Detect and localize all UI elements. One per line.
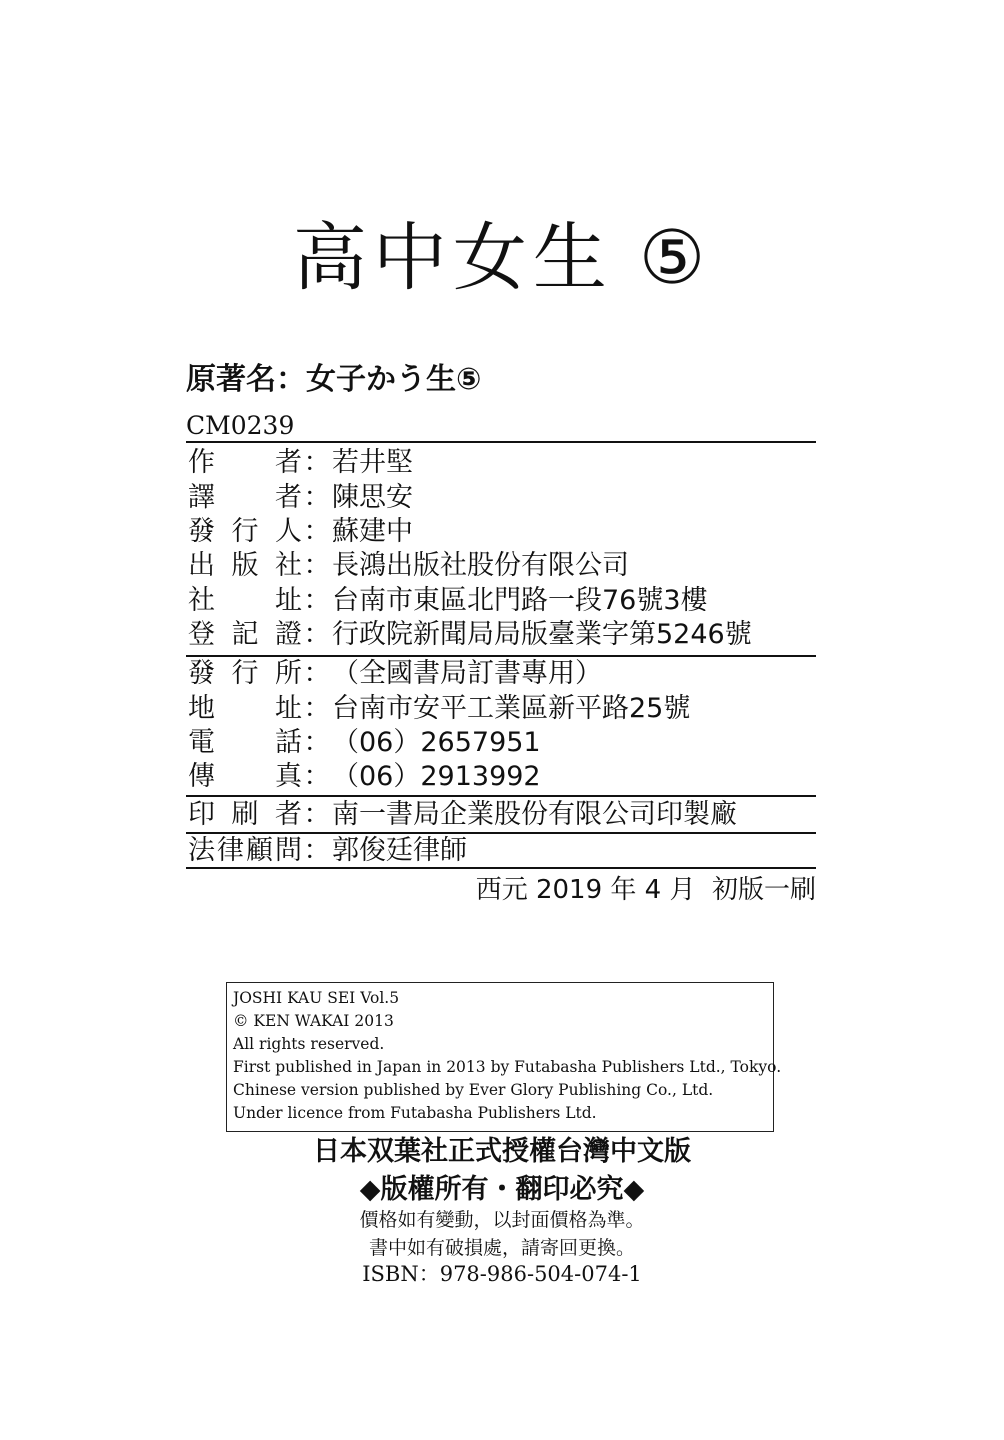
credit-label: 譯 者 (188, 482, 302, 513)
copyright-line: Under licence from Futabasha Publishers Ltd. (233, 1104, 597, 1122)
credit-row-translator: 譯 者 ：陳思安 (188, 482, 413, 513)
credit-label: 登 記 證 (188, 619, 302, 650)
credit-label: 法 律 顧 問 (188, 835, 302, 866)
credit-row-publisher-person: 發 行 人 ：蘇建中 (188, 516, 413, 547)
credit-label: 發 行 人 (188, 516, 302, 547)
copyright-line: © KEN WAKAI 2013 (233, 1012, 394, 1030)
credit-row-author: 作 者 ：若井堅 (188, 447, 413, 478)
catalog-code: CM0239 (186, 411, 295, 440)
credit-row-distributor-address: 地 址 ：台南市安平工業區新平路25號 (188, 693, 691, 724)
credit-row-company-address: 社 址 ：台南市東區北門路一段76號3樓 (188, 585, 708, 616)
credit-row-registration: 登 記 證 ：行政院新聞局局版臺業字第5246號 (188, 619, 752, 650)
copyright-line: Chinese version published by Ever Glory Publishing Co., Ltd. (233, 1081, 714, 1099)
credit-label: 印 刷 者 (188, 799, 302, 830)
copyright-line: First published in Japan in 2013 by Futabasha Publishers Ltd., Tokyo. (233, 1058, 782, 1076)
copyright-box (226, 982, 782, 1132)
credit-label: 地 址 (188, 693, 302, 724)
credit-label: 電 話 (188, 727, 302, 758)
credit-value: 台南市安平工業區新平路25號 (332, 693, 691, 724)
credit-row-distributor: 發 行 所 ：（全國書局訂書專用） (188, 658, 602, 689)
credit-label: 傳 真 (188, 761, 302, 792)
credit-value: （全國書局訂書專用） (332, 658, 602, 689)
credit-label: 作 者 (188, 447, 302, 478)
credit-value: 長鴻出版社股份有限公司 (332, 550, 629, 581)
volume-number: ⑤ (638, 215, 712, 301)
divider-line (186, 795, 816, 797)
credit-value: 若井堅 (332, 447, 413, 478)
credit-label: 社 址 (188, 585, 302, 616)
isbn: ISBN：978-986-504-074-1 (362, 1262, 642, 1286)
credit-row-printer: 印 刷 者 ：南一書局企業股份有限公司印製廠 (188, 799, 737, 830)
credit-row-legal-advisor: 法 律 顧 問 ：郭俊廷律師 (188, 835, 467, 866)
copyright-line: All rights reserved. (233, 1035, 385, 1053)
credit-row-publishing-house: 出 版 社 ：長鴻出版社股份有限公司 (188, 550, 629, 581)
rights-notice: ◆版權所有・翻印必究◆ (359, 1174, 645, 1205)
divider-line (186, 441, 816, 443)
credit-value: （06）2657951 (332, 727, 541, 758)
book-title (0, 208, 1004, 308)
credit-row-fax: 傳 真 ：（06）2913992 (188, 761, 541, 792)
credit-value: （06）2913992 (332, 761, 541, 792)
credit-label: 發 行 所 (188, 658, 302, 689)
copyright-line: JOSHI KAU SEI Vol.5 (233, 989, 400, 1007)
credit-value: 台南市東區北門路一段76號3樓 (332, 585, 708, 616)
edition-date: 西元 2019 年 4 月 初版一刷 (475, 875, 816, 905)
book-title-text: 高中女生 (292, 215, 613, 301)
credit-value: 行政院新聞局局版臺業字第5246號 (332, 619, 752, 650)
credit-value: 郭俊廷律師 (332, 835, 467, 866)
credit-label: 出 版 社 (188, 550, 302, 581)
credit-value: 陳思安 (332, 482, 413, 513)
damage-note: 書中如有破損處，請寄回更換。 (368, 1237, 635, 1259)
credit-value: 蘇建中 (332, 516, 413, 547)
price-note: 價格如有變動，以封面價格為準。 (359, 1209, 645, 1231)
authorization-notice: 日本双葉社正式授權台灣中文版 (313, 1136, 691, 1167)
credit-value: 南一書局企業股份有限公司印製廠 (332, 799, 737, 830)
credit-row-phone: 電 話 ：（06）2657951 (188, 727, 541, 758)
original-title: 原著名：女子かう生⑤ (186, 362, 482, 397)
